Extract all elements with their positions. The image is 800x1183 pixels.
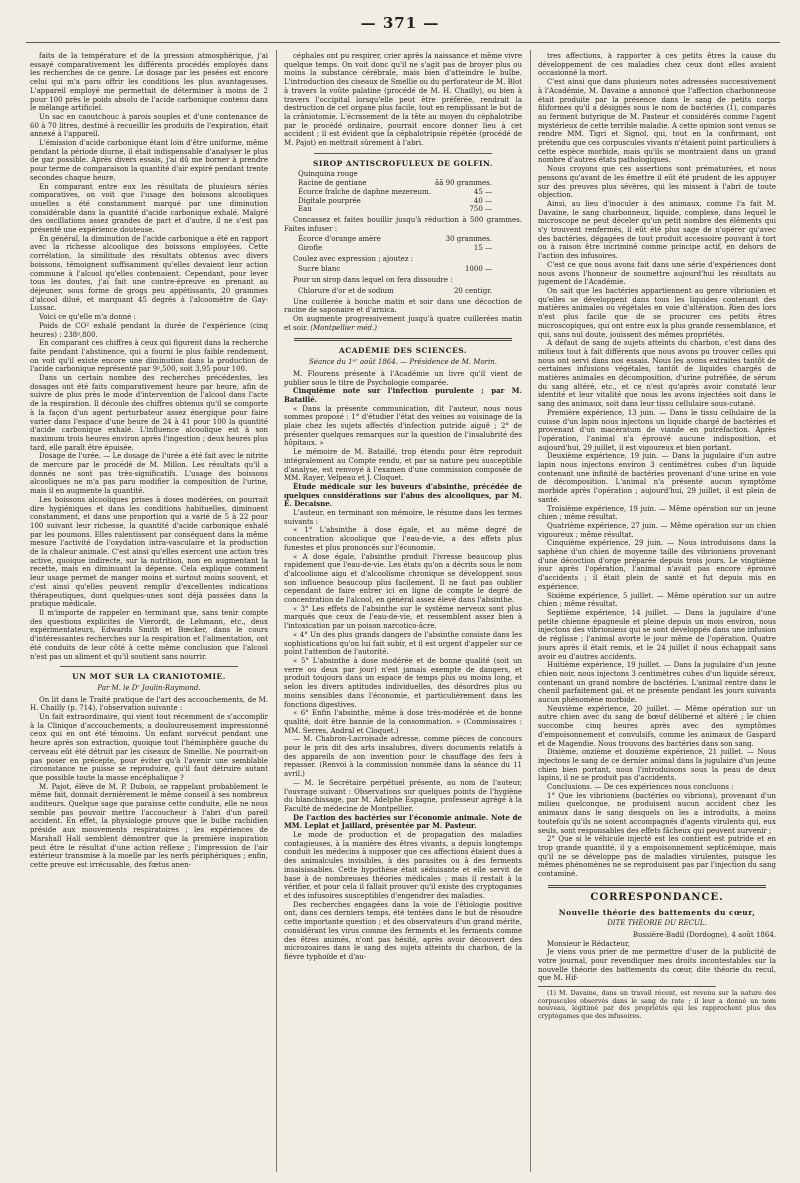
paragraph: Quatrième expérience, 27 juin. — Même opération sur un chien vigoureux ; même résultat. <box>538 521 776 539</box>
academy-title: ACADÉMIE DES SCIENCES. <box>338 346 468 356</box>
paragraph: On sait que les bactéries appartiennent au genre vibrionien et qu'elles se développent dans tous les liquides contenant des matières animales ou végétales en voie d'altération. Rien des lors n'est plus facile que de se procurer ces petits êtres microscopiques, qui ont entre eux la plus grande ressemblance, et qui, sans nul doute, jouissent des mêmes propriétés. <box>538 286 776 339</box>
paragraph: céphales ont pu respirer, crier après la naissance et même vivre quelque temps. On voit donc qu'il ne s'agit pas de broyer plus ou moins la substance cérébrale, mais bien d'atteindre le bulbe. L'introduction des ciseaux de Smellie ou du perforateur de M. Blot à travers la voûte palatine (procédé de M. H. Chailly), ou bien à travers l'occipital lorsqu'elle peut être préférée, rendrait la destruction de cet organe plus facile, tout en remplissant le but de la crâniotomie. L'écrasement de la tête au moyen du céphalotribe par le procédé ordinaire, pourrait encore donner lieu à cet accident ; il est évident que la céphalotripsie répétée (procédé de M. Pajot) en mettrait sûrement à l'abri. <box>284 52 522 148</box>
paragraph: « 4° Un des plus grands dangers de l'absinthe consiste dans les sophistications qu'on lui fait subir, et il est urgent d'appeler sur ce point l'attention de l'autorité. <box>284 630 522 657</box>
paragraph: C'est ainsi que dans plusieurs notes adressées successivement à l'Académie, M. Davaine a annoncé que l'affection charbonneuse était produite par la présence dans le sang de petits corps filiformes qu'il a désignés sous le nom de bactéries (1), comparés au ferment butyrique de M. Pasteur et considérés comme l'agent mystérieux de cette terrible maladie. A cette opinion sont venus se rendre MM. Tigri et Signol, qui, tout en la confirmant, ont prétendu que ces corpuscules vivants n'étaient point particuliers à cette espèce morbide, mais qu'ils se montraient dans un grand nombre d'autres états pathologiques. <box>538 78 776 165</box>
recipe-block <box>298 235 522 252</box>
paragraph: Il m'importe de rappeler en terminant que, sans tenir compte des questions explicites de Vierordt, de Lehmann, etc., deux expérimentateurs, Edwards Smith et Bœcker, dans le cours d'intéressantes recherches sur la respiration et l'alimentation, ont été conduits de leur côté à cette même conclusion que l'alcool n'est pas un aliment et qu'il soutient sans nourrir. <box>30 609 268 661</box>
paragraph: Les boissons alcooliques prises à doses modérées, on pourrait dire hygiéniques et dans les conditions habituelles, diminuent constamment, et dans une proportion qui a varié de 5 à 22 pour 100 suivant leur richesse, la quantité d'acide carbonique exhalé par les poumons. Elles ralentissent par conséquent dans la même mesure l'activité de l'oxydation intra-vasculaire et la production de la chaleur animale. C'est ainsi qu'elles exercent une action très active, quoique indirecte, sur la nutrition, non en augmentant la recette, mais en diminuant la dépense. Cela explique comment leur usage permet de manger moins et surtout moins souvent, et c'est ainsi qu'elles peuvent remplir d'excellentes indications thérapeutiques, dont quelques-unes sont déjà passées dans la pratique médicale. <box>30 495 268 609</box>
paragraph: « 6° Enfin l'absinthe, même à dose très-modérée et de bonne qualité, doit être bannie de la consommation. » (Commissaires : MM. Serres, Andral et Cloquet.) <box>284 709 522 735</box>
paragraph: On augmente progressivement jusqu'à quatre cuillerées matin et soir. (Montpellier méd.) <box>284 314 522 332</box>
footnote: (1) M. Davaine, dans un travail récent, est revenu sur la nature des corpuscules observés dans le sang de rate ; il leur a donné un nom nouveau, légitimé par des propriétés qui les rapprochent plus des cryptogames que des infusoires. <box>538 990 776 1020</box>
section-rule <box>314 153 492 154</box>
paragraph: « Dans la présente communication, dit l'auteur, nous nous sommes proposé : 1° d'étudier l'état des veines au voisinage de la plaie chez les sujets affectés d'infection putride aiguë ; 2° de présenter quelques remarques sur la question de l'insalubrité des hôpitaux. » <box>284 404 522 448</box>
recipe-line: Girofle 15 — <box>298 244 492 253</box>
recipe-line: Sucre blanc 1000 — <box>298 265 492 274</box>
recipe-block <box>298 265 522 274</box>
paragraph: Voici ce qu'elle m'a donné : <box>39 313 136 322</box>
paragraph: « 1° L'absinthe à dose égale, et au même degré de concentration alcoolique que l'eau-de-vie, a des effets plus funestes et plus prononcés sur l'économie. <box>284 526 522 552</box>
column-3 <box>538 52 776 1170</box>
paragraph: A défaut de sang de sujets atteints du charbon, c'est dans des milieux tout à fait différents que nous avons pu trouver celles qui nous ont servi dans nos essais. Nous les avons extraites tantôt de certaines infusions végétales, tantôt de liquides chargés de matières animales en décomposition, d'urine putréfiée, de sérum du sang altéré, etc., et ce n'est qu'après avoir constaté leur identité et leur vitalité que nous les avons injectées soit dans le sang des animaux, soit dans leur tissu cellulaire sous-cutané. <box>538 339 776 409</box>
paragraph: Neuvième expérience, 20 juillet. — Même opération sur un autre chien avec du sang de bœuf déliberné et altéré ; le chien succombe cinq heures après avec des symptômes d'empoisonnement et convulsifs, comme les animaux de Gaspard et de Magendie. Nous trouvons des bactéries dans son sang. <box>538 704 776 748</box>
paragraph: En général, la diminution de l'acide carbonique a été en rapport avec la richesse alcoolique des boissons employées. Cette corrélation, la similitude des résultats obtenus avec divers boissons, témoignent suffisamment qu'elles devaient leur action commune à l'alcool qu'elles contenaient. Cependant, pour lever tous les doutes, j'ai fait une contre-épreuve en prenant au déjeuner, sous forme de grogs peu appétissants, 20 grammes d'alcool dilué, et marquant 45 degrés à l'alcoomètre de Gay-Lussac. <box>30 234 268 313</box>
footnote-rule <box>538 986 716 987</box>
paragraph: Dosage de l'urée. — Le dosage de l'urée a été fait avec le nitrite de mercure par le procédé de M. Millon. Les résultats qu'il a donnés ne sont pas très-significatifs. L'usage des boissons alcooliques ne m'a pas paru modifier la composition de l'urine, mais il en augmente la quantité. <box>30 452 268 496</box>
paragraph: Pour un sirop dans lequel on fera dissoudre : <box>293 276 453 285</box>
paragraph: Un fait extraordinaire, qui vient tout récemment de s'accomplir à la Clinique d'accouchements, a douloureusement impressionné ceux qui en ont été témoins. Un enfant survécut pendant une heure après son extraction, quoique tout l'hémisphère gauche du cerveau eût été détruit par les ciseaux de Smellie. Ne pourrait-on pas poser en précepte, pour éviter qu'à l'avenir une semblable circonstance ne puisse se reproduire, qu'il faut détruire autant que possible toute la masse encéphalique ? <box>30 713 268 782</box>
paragraph: Conclusions. — De ces expériences nous concluons : <box>547 783 734 792</box>
paragraph: Sixième expérience, 5 juillet. — Même opération sur un autre chien ; même résultat. <box>538 591 776 609</box>
correspondence-salutation: Monsieur le Rédacteur, <box>547 939 630 948</box>
paragraph: En comparant ces chiffres à ceux qui figurent dans la recherche faite pendant l'abstinence, qui a fourni le plus faible rendement, on voit qu'il existe encore une diminution dans la production de l'acide carbonique représenté par 9ᵍ,500, soit 3,95 pour 100. <box>30 339 268 374</box>
section-rule <box>60 666 238 667</box>
paragraph: Le mémoire de M. Bataillé, trop étendu pour être reproduit intégralement au Compte rendu, et par sa nature peu susceptible d'analyse, est renvoyé à l'examen d'une commission composée de MM. Rayer, Velpeau et J. Cloquet. <box>284 448 522 483</box>
recipe-block <box>298 170 522 214</box>
recipe-line: Chlorure d'or et de sodium 20 centigr. <box>298 286 492 295</box>
correspondence-title: CORRESPONDANCE. <box>590 891 724 903</box>
recipe-source: (Montpellier méd.) <box>310 323 377 332</box>
recipe-line: Quinquina rouge <box>298 170 358 179</box>
paragraph: Étude médicale sur les buveurs d'absinthe, précédée de quelques considérations sur l'abus des alcooliques, par M. E. Decaisne. <box>284 481 522 509</box>
paragraph: Huitième expérience, 19 juillet. — Dans la jugulaire d'un jeune chien noir, nous injectons 3 centimètres cubes d'un liquide séreux, contenant un grand nombre de bactéries. L'animal rentre dans le chenil parfaitement gai, et ne présente pendant les jours suivants aucun phénomène morbide. <box>538 661 776 705</box>
paragraph: — M. Chabron-Lacroisade adresse, comme pièces de concours pour le prix dit des arts insalubres, divers documents relatifs à des appareils de son invention pour le chauffage des fers à repasser. (Renvoi à la commission nommée dans la séance du 11 avril.) <box>284 735 522 779</box>
column-divider <box>276 50 277 1172</box>
header-rule <box>26 42 780 43</box>
paragraph: 1° Que les vibrioniens (bactéries ou vibrions), provenant d'un milieu quelconque, ne produisent aucun accident chez les animaux dans le sang desquels on les a introduits, à moins toutefois qu'ils ne soient accompagnés d'agents virulents qui, eux seuls, sont responsables des effets fâcheux qui peuvent survenir ; <box>538 791 776 835</box>
paragraph: L'émission d'acide carbonique étant loin d'être uniforme, même pendant la période diurne, il était indispensable d'analyser le plus de gaz possible. Après divers essais, j'ai dû me borner à prendre pour terme de comparaison la quantité d'air expiré pendant trente secondes chaque heure. <box>30 139 268 182</box>
paragraph: Le mode de production et de propagation des maladies contagieuses, à la manière des êtres vivants, a depuis longtemps conduit les médecins à supposer que ces affections étaient dues à des animalcules invisibles, à des parasites ou à des ferments insaisissables. Cette hypothèse était séduisante et elle servit de base à de nombreuses théories médicales ; mais il restait à la vérifier, et pour cela il fallait prouver qu'il existe des cryptogames et des infusoires susceptibles d'engendrer des maladies. <box>284 831 522 900</box>
correspondence-subtitle: Nouvelle théorie des battements du cœur, <box>558 907 756 917</box>
paragraph: Nous croyons que ces assertions sont prématurées, et nous pensons qu'avant de les émettre il eût été prudent de les appuyer sur des preuves plus sévères, qui les missent à l'abri de toute objection. <box>538 165 776 200</box>
section-byline: Par M. le Dʳ Joulin-Raymond. <box>97 683 201 692</box>
section-title: UN MOT SUR LA CRANIOTOMIE. <box>72 672 226 682</box>
paragraph: Dans un certain nombre des recherches précédentes, les dosages ont été faits comparativement heure par heure, afin de suivre de plus près le mode d'intervention de l'alcool dans l'acte de la respiration. Il découle des chiffres obtenus qu'il se comporte à la façon d'un agent perturbateur assez énergique pour faire varier dans l'espace d'une heure de 24 à 41 pour 100 la quantité d'acide carbonique exhalé. L'influence alcoolique est à son maximum trois heures environ après l'ingestion ; deux heures plus tard, elle paraît être épuisée. <box>30 374 268 452</box>
column-2 <box>284 52 522 1170</box>
academy-session: Séance du 1ᵉʳ août 1864. — Présidence de M. Morin. <box>309 358 497 367</box>
recipe-line: Écorce fraîche de daphne mezereum. 45 — <box>298 187 492 196</box>
paragraph: — M. le Secrétaire perpétuel présente, au nom de l'auteur, l'ouvrage suivant : Observations sur quelques points de l'hygiène du blanchissage, par M. Adelphe Espagne, professeur agrégé à la Faculté de médecine de Montpellier. <box>284 778 522 813</box>
paragraph: 2° Que si le véhicule injecté est les contient est putride et en trop grande quantité, il y a empoisonnement septicémique, mais qu'il ne se développe pas de maladies virulentes, puisque les mêmes phénomènes ne se reproduisent pas par l'injection du sang contaminé. <box>538 835 776 879</box>
paragraph: Concassez et faites bouillir jusqu'à réduction à 500 grammes. Faites infuser : <box>284 215 522 233</box>
paragraph: Dixième, onzième et douzième expérience, 21 juillet. — Nous injectons le sang de ce dernier animal dans la jugulaire d'un jeune chien bien portant, nous l'introduisons sous la peau de deux lapins, il ne se produit pas d'accidents. <box>538 748 776 783</box>
paragraph: « 3° Les effets de l'absinthe sur le système nerveux sont plus marqués que ceux de l'eau-de-vie, et ressemblent assez bien à l'intoxication par un poison narcotico-âcre. <box>284 604 522 631</box>
paragraph: Un sac en caoutchouc à parois souples et d'une contenance de 60 à 70 litres, destiné à recueillir les produits de l'expiration, était annexé à l'appareil. <box>30 112 268 139</box>
paragraph: Je viens vous prier de me permettre d'user de la publicité de votre journal, pour revendiquer mes droits incontestables sur la nouvelle théorie des battements du cœur, dite théorie du recul, que M. Hif- <box>538 948 776 983</box>
paragraph: Coulez avec expression ; ajoutez : <box>293 254 414 263</box>
paragraph: « 5° L'absinthe à dose modérée et de bonne qualité (soit un verre ou deux par jour) n'est jamais exempte de dangers, et produit toujours dans un espace de temps plus ou moins long, et selon les divers aptitudes individuelles, des désordres plus ou moins sensibles dans l'économie, et particulièrement dans les fonctions digestives. <box>284 657 522 709</box>
recipe-line: Écorce d'orange amère 30 grammes. <box>298 235 492 244</box>
paragraph: Une cuillerée à bouche matin et soir dans une décoction de racine de saponaire et d'arnica. <box>284 297 522 315</box>
page-number: — 371 — <box>360 14 440 32</box>
column-1 <box>30 52 268 1170</box>
paragraph: tres affections, à rapporter à ces petits êtres la cause du développement de ces maladies chez ceux dont elles avaient occasionné la mort. <box>538 52 776 78</box>
paragraph: « A dose égale, l'absinthe produit l'ivresse beaucoup plus rapidement que l'eau-de-vie. Les états qu'on a décrits sous le nom d'alcoolisme aigu et d'alcoolisme chronique se développent sous son influence beaucoup plus facilement. Il ne faut pas oublier cependant de faire entrer ici en ligne de compte le degré de concentration de l'alcool, en général assez élevé dans l'absinthe. <box>284 552 522 605</box>
correspondence-subtitle-2: DITE THÉORIE DU RECUL. <box>607 919 707 928</box>
paragraph: Cinquième note sur l'infection purulente ; par M. Bataillé. <box>284 386 522 404</box>
recipe-line: Digitale pourprée 40 — <box>298 196 492 205</box>
paragraph: En comparant entre eux les résultats de plusieurs séries comparatives, on voit que l'usage des boissons alcooliques usuelles a été constamment marqué par une diminution considérable dans la quantité d'acide carbonique exhalé. Malgré des oscillations assez grandes de part et d'autre, il ne s'est pas présenté une expérience douteuse. <box>30 182 268 235</box>
paragraph: Des recherches engagées dans la voie de l'étiologie positive ont, dans ces derniers temps, été tentées dans le but de résoudre cette importante question ; et des observateurs d'un grand mérite, considérant les virus comme des ferments et les ferments comme des êtres animés, n'ont pas hésité, après avoir découvert des microzoaires dans le sang des sujets atteints du charbon, de la fièvre typhoïde et d'au- <box>284 900 522 961</box>
section-rule <box>294 338 512 341</box>
paragraph: Cinquième expérience, 29 juin. — Nous introduisons dans la saphène d'un chien de moyenne taille des vibrioniens provenant d'une décoction d'orge préparée depuis trois jours. Le vingtième jour après l'opération, l'animal n'avait pas encore éprouvé d'accidents ; il était plein de santé et fut depuis mis en expérience. <box>538 539 776 591</box>
paragraph: Septième expérience, 14 juillet. — Dans la jugulaire d'une petite chienne épagneule et pleine depuis un mois environ, nous injectons des vibrioniens qui se sont développés dans une infusion de réglisse ; l'animal avorte le jour même de l'opération. Quatre jours après il était remis, et le 24 juillet il nous échappait sans avoir eu d'autres accidents. <box>538 609 776 661</box>
paragraph: On lit dans le Traité pratique de l'art des accouchements, de M. H. Chailly (p. 714), l'observation suivante : <box>30 695 268 713</box>
paragraph: Ainsi, au lieu d'inoculer à des animaux, comme l'a fait M. Davaine, le sang charbonneux, liquide, complexe, dans lequel le microscope ne peut déceler qu'un petit nombre des éléments qui s'y trouvent renfermés, il eût été plus sage de n'opérer qu'avec des bactéries, dégagées de tout produit accessoire pouvant à tort ou à raison être incriminé comme principe actif, en dehors de l'action des infusoires. <box>538 199 776 261</box>
correspondence-place: Bussière-Badil (Dordogne), 4 août 1864. <box>632 930 776 939</box>
paragraph: C'est ce que nous avons fait dans une série d'expériences dont nous avons l'honneur de soumettre aujourd'hui les résultats au jugement de l'Académie. <box>538 260 776 287</box>
paragraph: Première expérience, 13 juin. — Dans le tissu cellulaire de la cuisse d'un lapin nous injectons un liquide chargé de bactéries et provenant d'un macératum de viande en putréfaction. Après l'opération, l'animal n'a éprouvé aucune indisposition, et aujourd'hui, 29 juillet, il est vigoureux et bien portant. <box>538 408 776 452</box>
recipe-block <box>298 287 522 296</box>
paragraph: Troisième expérience, 19 juin. — Même opération sur un jeune chien ; même résultat. <box>538 504 776 522</box>
paragraph: L'auteur, en terminant son mémoire, le résume dans les termes suivants : <box>284 509 522 526</box>
paragraph: M. Pajot, élève de M. P. Dubois, se rappelant probablement le même fait, donnait dernièrement le même conseil à ses nombreux auditeurs. Quelque sage que paraisse cette conduite, elle ne nous semble pas pouvoir mettre l'accoucheur à l'abri d'un pareil accident. En effet, la physiologie prouve que le bulbe rachidien préside aux mouvements respiratoires ; les expériences de Marshall Hall semblent démontrer que la première inspiration peut être le résultat d'une action réflexe ; l'impression de l'air extérieur transmise à la moelle par les nerfs périphériques ; enfin, cette preuve est irrécusable, des fœtus anen- <box>30 782 268 869</box>
recipe-line: Eau 750 — <box>298 205 492 214</box>
paragraph: Deuxième expérience, 19 juin. — Dans la jugulaire d'un autre lapin nous injectons environ 3 centimètres cubes d'un liquide contenant une infinité de bactéries provenant d'une urine en voie de décomposition. L'animal n'a présenté aucun symptôme morbide après l'opération ; aujourd'hui, 29 juillet, il est plein de santé. <box>538 452 776 504</box>
section-rule <box>548 885 766 888</box>
paragraph: M. Flourens présente à l'Académie un livre qu'il vient de publier sous le titre de Psychologie comparée. <box>284 369 522 387</box>
column-divider <box>530 50 531 1172</box>
paragraph: Poids de CO² exhalé pendant la durée de l'expérience (cinq heures) : 238ᵍ,800. <box>30 321 268 339</box>
paragraph: faits de la température et de la pression atmosphérique, j'ai essayé comparativement les différents procédés employés dans les recherches de ce genre. Le dosage par les pesées est encore celui qui m'a paru offrir les conditions les plus avantageuses. L'appareil employé me permettait de déterminer à moins de 2 pour 100 près le poids absolu de l'acide carbonique contenu dans le mélange artificiel. <box>30 52 268 113</box>
recipe-title: SIROP ANTISCROFULEUX DE GOLFIN. <box>312 158 494 168</box>
paragraph: De l'action des bactéries sur l'économie animale. Note de MM. Leplat et Jaillard, présentée par M. Pasteur. <box>284 812 522 831</box>
recipe-line: Racine de gentiane ãã 90 grammes. <box>298 179 492 188</box>
